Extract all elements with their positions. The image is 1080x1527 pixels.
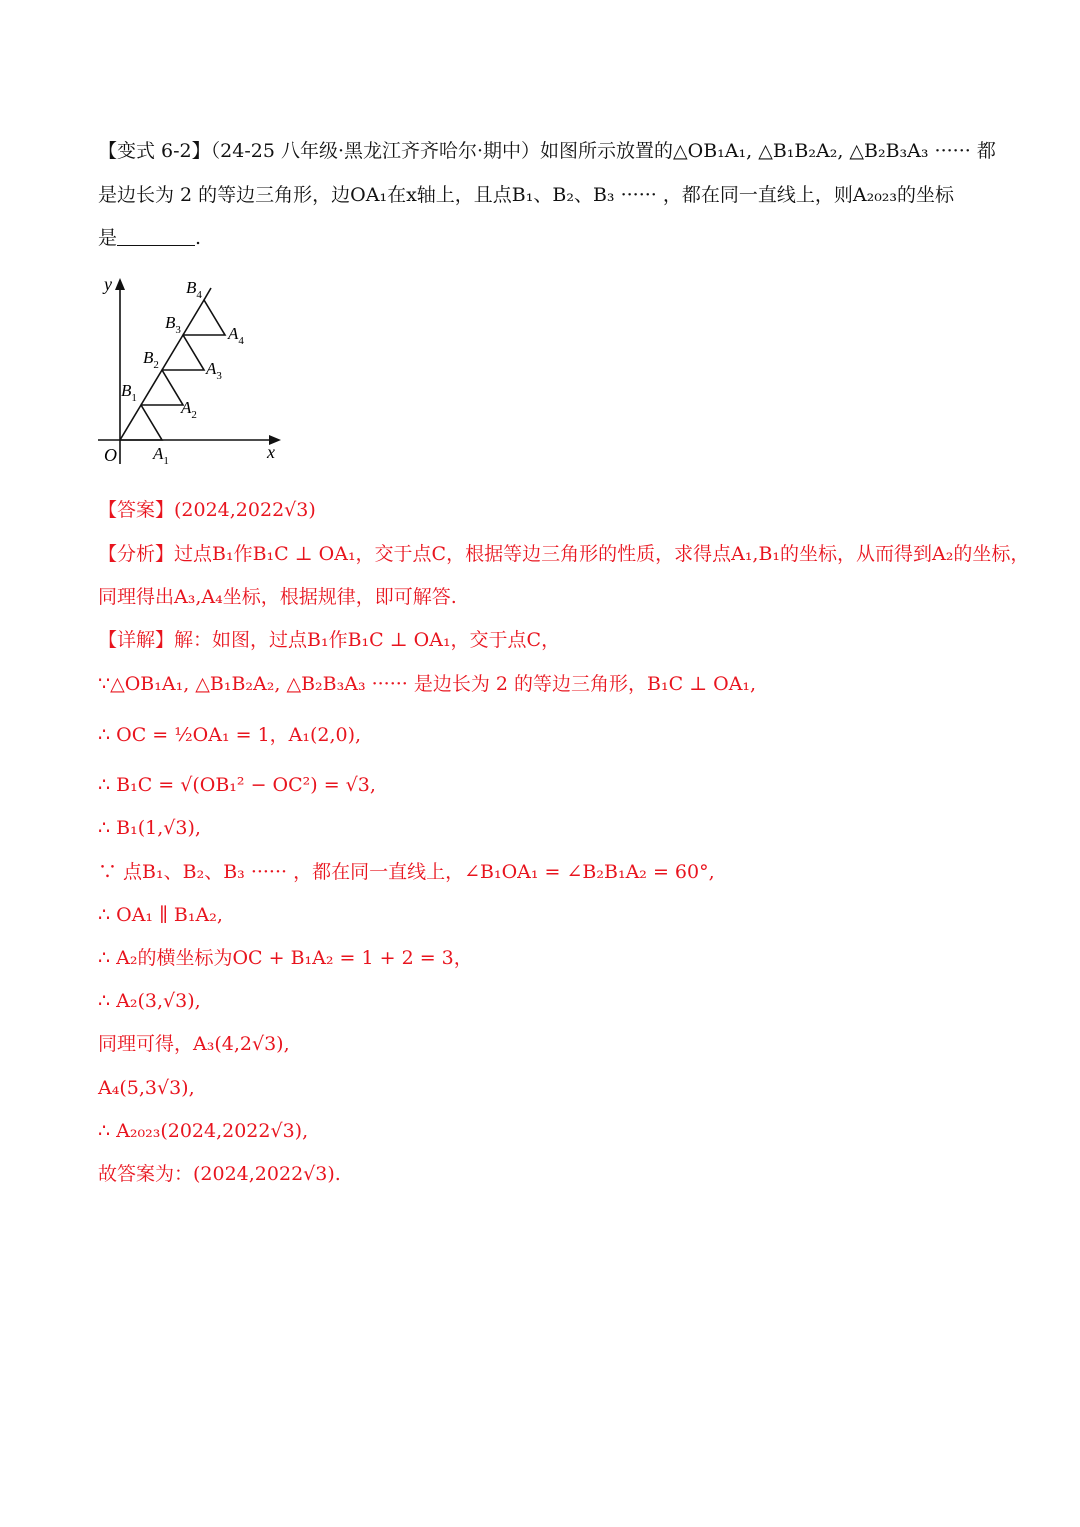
solution-line-2: ∵△OB₁A₁, △B₁B₂A₂, △B₂B₃A₃ ······ 是边长为 2 的等边三角形，B₁C ⊥ OA₁, [98, 673, 757, 695]
solution-line-9: ∴ A₂(3,√3), [98, 990, 201, 1012]
triangle-b3a4b4 [183, 300, 225, 335]
b2-label: $B_2$ [143, 348, 159, 371]
solution-line-12: ∴ A₂₀₂₃(2024,2022√3), [98, 1120, 309, 1142]
solution-line-7: ∴ OA₁ ∥ B₁A₂, [98, 904, 223, 926]
y-axis-arrow [115, 278, 125, 290]
a3-label: $A_3$ [206, 359, 222, 382]
solution-line-6: ∵ 点B₁、B₂、B₃ ······ ，都在同一直线上，∠B₁OA₁ = ∠B₂B₁A₂ = 60°, [98, 861, 715, 883]
triangle-b1a2b2 [141, 370, 183, 405]
answer-blank [117, 227, 195, 246]
triangle-b2a3b3 [162, 335, 204, 370]
triangle-oa1b1 [120, 405, 162, 440]
solution-line-4: ∴ B₁C = √(OB₁² − OC²) = √3, [98, 774, 376, 796]
analysis-line-2: 同理得出A₃,A₄坐标，根据规律，即可解答. [98, 586, 457, 608]
question-line-3-prefix: 是 [98, 227, 118, 249]
answer-line: 【答案】(2024,2022√3) [98, 499, 316, 521]
solution-line-13: 故答案为：(2024,2022√3). [98, 1163, 341, 1185]
question-line-3 [98, 225, 990, 251]
b3-label: $B_3$ [165, 313, 181, 336]
a4-label: $A_4$ [228, 324, 244, 347]
solution-line-5: ∴ B₁(1,√3), [98, 817, 201, 839]
question-line-1: 【变式 6-2】（24-25 八年级·黑龙江齐齐哈尔·期中）如图所示放置的△OB₁A₁, △B₁B₂A₂, △B₂B₃A₃ ······ 都 [98, 140, 996, 162]
a1-label: $A_1$ [153, 444, 169, 467]
b1-label: $B_1$ [121, 381, 137, 404]
question-line-2: 是边长为 2 的等边三角形，边OA₁在x轴上，且点B₁、B₂、B₃ ······ ，都在同一直线上，则A₂₀₂₃的坐标 [98, 184, 955, 206]
x-axis-label: x [267, 442, 275, 462]
b-line-extension [204, 288, 211, 300]
solution-line-11: A₄(5,3√3), [98, 1077, 195, 1099]
b4-label: $B_4$ [186, 278, 202, 301]
solution-line-1: 【详解】解：如图，过点B₁作B₁C ⊥ OA₁，交于点C， [98, 629, 561, 651]
solution-line-10: 同理可得，A₃(4,2√3), [98, 1033, 290, 1055]
a2-label: $A_2$ [181, 398, 197, 421]
question-line-3-suffix: . [195, 227, 202, 249]
origin-label: O [104, 445, 117, 465]
triangle-figure [95, 268, 295, 473]
solution-line-3: ∴ OC = ½OA₁ = 1，A₁(2,0), [98, 724, 362, 746]
solution-line-8: ∴ A₂的横坐标为OC + B₁A₂ = 1 + 2 = 3， [98, 947, 473, 969]
y-axis-label: y [104, 274, 112, 294]
analysis-line-1: 【分析】过点B₁作B₁C ⊥ OA₁，交于点C，根据等边三角形的性质，求得点A₁,B₁的坐标，从而得到A₂的坐标， [98, 543, 1030, 565]
